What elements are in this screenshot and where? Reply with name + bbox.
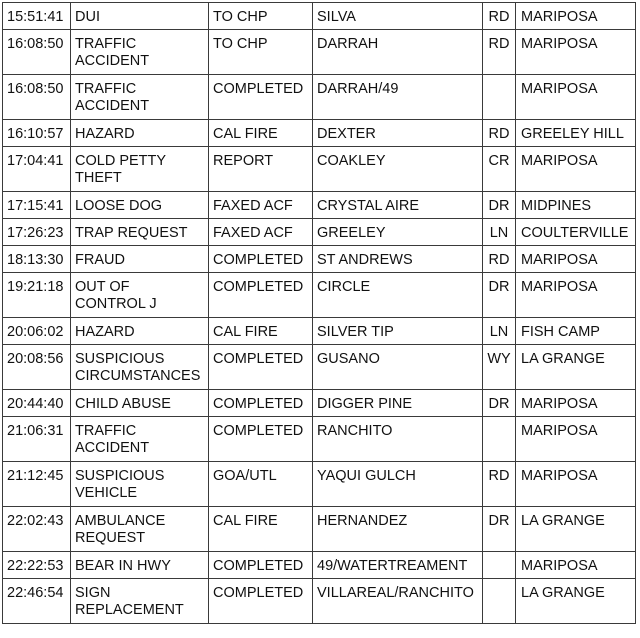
disposition-cell: COMPLETED bbox=[209, 246, 313, 273]
time-cell: 17:15:41 bbox=[3, 192, 71, 219]
call-type-line: THEFT bbox=[75, 170, 122, 186]
table-row bbox=[3, 120, 636, 147]
call-type-line: FRAUD bbox=[75, 252, 125, 268]
street-suffix-cell: DR bbox=[483, 273, 516, 318]
call-type-line: VEHICLE bbox=[75, 485, 138, 501]
street-suffix-cell: RD bbox=[483, 30, 516, 75]
table-row bbox=[3, 30, 636, 75]
disposition-cell: COMPLETED bbox=[209, 273, 313, 318]
call-type-cell bbox=[71, 219, 209, 246]
time-cell: 16:08:50 bbox=[3, 30, 71, 75]
street-suffix-cell bbox=[483, 75, 516, 120]
street-suffix-cell: RD bbox=[483, 3, 516, 30]
area-cell: MARIPOSA bbox=[516, 75, 636, 120]
street-cell: HERNANDEZ bbox=[313, 507, 483, 552]
call-log-sheet bbox=[2, 2, 635, 632]
street-cell: SILVER TIP bbox=[313, 318, 483, 345]
call-type-line: LOOSE DOG bbox=[75, 198, 163, 214]
street-cell: COAKLEY bbox=[313, 147, 483, 192]
street-suffix-cell: RD bbox=[483, 246, 516, 273]
street-suffix-cell: RD bbox=[483, 120, 516, 147]
street-cell: VILLAREAL/RANCHITO bbox=[313, 579, 483, 624]
area-cell: LA GRANGE bbox=[516, 507, 636, 552]
street-cell: CIRCLE bbox=[313, 273, 483, 318]
disposition-cell: CAL FIRE bbox=[209, 120, 313, 147]
time-cell: 16:08:50 bbox=[3, 75, 71, 120]
table-row bbox=[3, 75, 636, 120]
street-cell: DARRAH bbox=[313, 30, 483, 75]
call-type-line: SIGN bbox=[75, 585, 111, 601]
table-row bbox=[3, 246, 636, 273]
table-row bbox=[3, 552, 636, 579]
disposition-cell: REPORT bbox=[209, 147, 313, 192]
table-row bbox=[3, 147, 636, 192]
disposition-cell: COMPLETED bbox=[209, 417, 313, 462]
table-row bbox=[3, 390, 636, 417]
call-type-cell bbox=[71, 3, 209, 30]
call-log-body bbox=[3, 3, 636, 624]
area-cell: MARIPOSA bbox=[516, 462, 636, 507]
call-type-line: ACCIDENT bbox=[75, 440, 150, 456]
time-cell: 20:06:02 bbox=[3, 318, 71, 345]
time-cell: 16:10:57 bbox=[3, 120, 71, 147]
street-suffix-cell: LN bbox=[483, 219, 516, 246]
table-row bbox=[3, 579, 636, 624]
time-cell: 19:21:18 bbox=[3, 273, 71, 318]
call-type-line: SUSPICIOUS bbox=[75, 468, 165, 484]
area-cell: MARIPOSA bbox=[516, 3, 636, 30]
table-row bbox=[3, 345, 636, 390]
area-cell: MIDPINES bbox=[516, 192, 636, 219]
time-cell: 21:12:45 bbox=[3, 462, 71, 507]
table-row bbox=[3, 417, 636, 462]
call-type-cell bbox=[71, 318, 209, 345]
area-cell: FISH CAMP bbox=[516, 318, 636, 345]
time-cell: 21:06:31 bbox=[3, 417, 71, 462]
call-type-cell bbox=[71, 507, 209, 552]
call-type-line: CIRCUMSTANCES bbox=[75, 368, 201, 384]
time-cell: 20:08:56 bbox=[3, 345, 71, 390]
area-cell: GREELEY HILL bbox=[516, 120, 636, 147]
call-type-cell bbox=[71, 30, 209, 75]
call-type-cell bbox=[71, 552, 209, 579]
area-cell: LA GRANGE bbox=[516, 579, 636, 624]
street-cell: CRYSTAL AIRE bbox=[313, 192, 483, 219]
street-suffix-cell bbox=[483, 552, 516, 579]
call-type-line: BEAR IN HWY bbox=[75, 558, 171, 574]
disposition-cell: COMPLETED bbox=[209, 390, 313, 417]
disposition-cell: GOA/UTL bbox=[209, 462, 313, 507]
call-type-line: HAZARD bbox=[75, 126, 135, 142]
call-type-line: COLD PETTY bbox=[75, 153, 167, 169]
time-cell: 22:02:43 bbox=[3, 507, 71, 552]
call-log-table bbox=[2, 2, 636, 624]
call-type-line: ACCIDENT bbox=[75, 53, 150, 69]
call-type-line: CONTROL J bbox=[75, 296, 157, 312]
street-suffix-cell: WY bbox=[483, 345, 516, 390]
disposition-cell: TO CHP bbox=[209, 3, 313, 30]
call-type-cell bbox=[71, 246, 209, 273]
call-type-cell bbox=[71, 390, 209, 417]
call-type-cell bbox=[71, 75, 209, 120]
table-row bbox=[3, 192, 636, 219]
call-type-cell bbox=[71, 273, 209, 318]
call-type-line: TRAFFIC bbox=[75, 36, 137, 52]
street-cell: YAQUI GULCH bbox=[313, 462, 483, 507]
street-cell: GUSANO bbox=[313, 345, 483, 390]
table-row bbox=[3, 3, 636, 30]
table-row bbox=[3, 318, 636, 345]
disposition-cell: CAL FIRE bbox=[209, 507, 313, 552]
disposition-cell: FAXED ACF bbox=[209, 219, 313, 246]
street-suffix-cell: LN bbox=[483, 318, 516, 345]
disposition-cell: TO CHP bbox=[209, 30, 313, 75]
time-cell: 15:51:41 bbox=[3, 3, 71, 30]
street-suffix-cell bbox=[483, 579, 516, 624]
time-cell: 20:44:40 bbox=[3, 390, 71, 417]
street-suffix-cell: CR bbox=[483, 147, 516, 192]
street-suffix-cell bbox=[483, 417, 516, 462]
area-cell: LA GRANGE bbox=[516, 345, 636, 390]
street-suffix-cell: DR bbox=[483, 390, 516, 417]
call-type-line: TRAP REQUEST bbox=[75, 225, 188, 241]
area-cell: MARIPOSA bbox=[516, 30, 636, 75]
table-row bbox=[3, 273, 636, 318]
area-cell: MARIPOSA bbox=[516, 390, 636, 417]
table-row bbox=[3, 462, 636, 507]
street-suffix-cell: DR bbox=[483, 192, 516, 219]
area-cell: MARIPOSA bbox=[516, 147, 636, 192]
disposition-cell: FAXED ACF bbox=[209, 192, 313, 219]
street-cell: DARRAH/49 bbox=[313, 75, 483, 120]
call-type-cell bbox=[71, 579, 209, 624]
street-cell: GREELEY bbox=[313, 219, 483, 246]
street-cell: RANCHITO bbox=[313, 417, 483, 462]
disposition-cell: COMPLETED bbox=[209, 552, 313, 579]
disposition-cell: CAL FIRE bbox=[209, 318, 313, 345]
street-suffix-cell: RD bbox=[483, 462, 516, 507]
call-type-cell bbox=[71, 345, 209, 390]
area-cell: MARIPOSA bbox=[516, 417, 636, 462]
time-cell: 22:46:54 bbox=[3, 579, 71, 624]
table-row bbox=[3, 219, 636, 246]
call-type-line: DUI bbox=[75, 9, 100, 25]
street-cell: SILVA bbox=[313, 3, 483, 30]
time-cell: 18:13:30 bbox=[3, 246, 71, 273]
disposition-cell: COMPLETED bbox=[209, 345, 313, 390]
call-type-line: CHILD ABUSE bbox=[75, 396, 171, 412]
call-type-line: HAZARD bbox=[75, 324, 135, 340]
call-type-line: TRAFFIC bbox=[75, 423, 137, 439]
call-type-line: REQUEST bbox=[75, 530, 146, 546]
street-cell: DEXTER bbox=[313, 120, 483, 147]
call-type-line: OUT OF bbox=[75, 279, 130, 295]
time-cell: 17:26:23 bbox=[3, 219, 71, 246]
call-type-line: SUSPICIOUS bbox=[75, 351, 165, 367]
call-type-line: ACCIDENT bbox=[75, 98, 150, 114]
time-cell: 17:04:41 bbox=[3, 147, 71, 192]
call-type-cell bbox=[71, 192, 209, 219]
call-type-line: TRAFFIC bbox=[75, 81, 137, 97]
street-suffix-cell: DR bbox=[483, 507, 516, 552]
call-type-cell bbox=[71, 462, 209, 507]
area-cell: MARIPOSA bbox=[516, 273, 636, 318]
call-type-line: AMBULANCE bbox=[75, 513, 166, 529]
area-cell: MARIPOSA bbox=[516, 246, 636, 273]
call-type-cell bbox=[71, 120, 209, 147]
call-type-cell bbox=[71, 147, 209, 192]
call-type-line: REPLACEMENT bbox=[75, 602, 184, 618]
street-cell: DIGGER PINE bbox=[313, 390, 483, 417]
area-cell: COULTERVILLE bbox=[516, 219, 636, 246]
street-cell: ST ANDREWS bbox=[313, 246, 483, 273]
street-cell: 49/WATERTREAMENT bbox=[313, 552, 483, 579]
time-cell: 22:22:53 bbox=[3, 552, 71, 579]
call-type-cell bbox=[71, 417, 209, 462]
disposition-cell: COMPLETED bbox=[209, 579, 313, 624]
area-cell: MARIPOSA bbox=[516, 552, 636, 579]
disposition-cell: COMPLETED bbox=[209, 75, 313, 120]
table-row bbox=[3, 507, 636, 552]
